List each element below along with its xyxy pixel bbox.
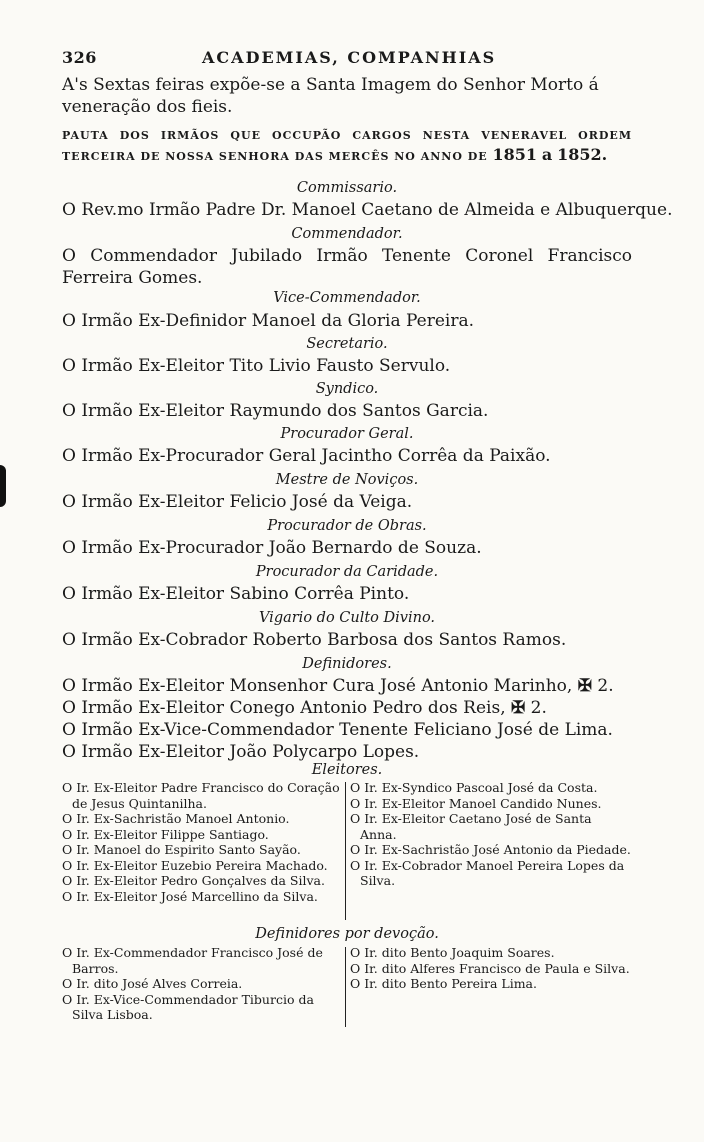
devocao-entry: O Ir. dito Bento Joaquim Soares. (350, 945, 555, 960)
office-holder: O Irmão Ex-Definidor Manoel da Gloria Pereira. (62, 311, 475, 331)
eleitor-entry: O Ir. Ex-Eleitor Euzebio Pereira Machado. (62, 857, 328, 873)
eleitor-entry: O Ir. Ex-Eleitor Caetano José de Santa Anna. (350, 811, 592, 842)
eleitor-entry: O Ir. Ex-Cobrador Manoel Pereira Lopes da Silva. (350, 857, 625, 888)
devocao-entry: O Ir. dito José Alves Correia. (62, 976, 243, 991)
office-holder: O Irmão Ex-Eleitor Sabino Corrêa Pinto. (62, 584, 410, 604)
column-divider (345, 782, 346, 920)
eleitores-right-column (350, 780, 632, 889)
eleitores-left-column (62, 780, 344, 904)
office-holder: O Irmão Ex-Procurador Geral Jacintho Corrêa da Paixão. (62, 446, 551, 466)
definidor-name: O Irmão Ex-Eleitor Monsenhor Cura José Antonio Marinho, (62, 676, 573, 696)
office-holder: O Irmão Ex-Eleitor Felicio José da Veiga. (62, 492, 413, 512)
intro-paragraph: A's Sextas feiras expõe-se a Santa Imagem do Senhor Morto á veneração dos fieis. (62, 75, 599, 117)
cross-icon: ✠ (511, 698, 526, 718)
eleitor-entry: O Ir. Manoel do Espirito Santo Sayão. (62, 842, 301, 857)
definidor-member (62, 719, 632, 741)
devocao-columns (62, 945, 632, 1025)
office-title: Secretario. (306, 336, 388, 352)
devocao-left-column (62, 945, 344, 1023)
eleitor-entry: O Ir. Ex-Eleitor Manoel Candido Nunes. (350, 795, 602, 811)
devocao-title: Definidores por devoção. (255, 926, 439, 942)
pauta-heading (62, 126, 632, 166)
pauta-heading-text: PAUTA DOS IRMÃOS QUE OCCUPÃO CARGOS NESTA VENERAVEL ORDEM TERCEIRA DE NOSSA SENHORA DAS MERCÊS NO ANNO DE (62, 129, 632, 163)
eleitor-entry: O Ir. Ex-Sachristão Manoel Antonio. (62, 811, 290, 826)
office-holder: O Irmão Ex-Eleitor Raymundo dos Santos Garcia. (62, 401, 489, 421)
pauta-year-end: 1852. (557, 145, 608, 164)
eleitor-entry: O Ir. Ex-Eleitor Filippe Santiago. (62, 826, 269, 842)
page-header (62, 48, 642, 72)
office-title: Commissario. (296, 180, 398, 196)
office-holder: O Irmão Ex-Cobrador Roberto Barbosa dos Santos Ramos. (62, 630, 567, 650)
pauta-year-start: 1851 (492, 145, 538, 164)
office-title: Vice-Commendador. (273, 290, 421, 306)
definidor-member (62, 697, 632, 719)
definidor-suffix: 2. (530, 698, 547, 718)
office-holder: O Rev.mo Irmão Padre Dr. Manoel Caetano de Almeida e Albuquerque. (62, 200, 673, 220)
definidor-name: O Irmão Ex-Eleitor Conego Antonio Pedro dos Reis, (62, 698, 506, 718)
eleitor-entry: O Ir. Ex-Eleitor José Marcellino da Silva. (62, 888, 318, 904)
devocao-entry: O Ir. dito Alferes Francisco de Paula e Silva. (350, 960, 630, 976)
office-title: Procurador Geral. (280, 426, 414, 442)
office-title: Mestre de Noviços. (275, 472, 419, 488)
office-title: Procurador da Caridade. (255, 564, 439, 580)
office-holder: O Irmão Ex-Procurador João Bernardo de Souza. (62, 538, 482, 558)
definidor-name: O Irmão Ex-Vice-Commendador Tenente Feliciano José de Lima. (62, 720, 613, 740)
eleitor-entry: O Ir. Ex-Eleitor Pedro Gonçalves da Silva. (62, 873, 325, 888)
page-number: 326 (62, 48, 97, 67)
definidor-member (62, 741, 632, 763)
definidor-member (62, 675, 632, 697)
eleitores-title: Eleitores. (311, 762, 383, 778)
page-edge-mark (0, 465, 6, 507)
devocao-entry: O Ir. Ex-Vice-Commendador Tiburcio da Silva Lisboa. (62, 991, 314, 1022)
cross-icon: ✠ (577, 676, 592, 696)
eleitor-entry: O Ir. Ex-Syndico Pascoal José da Costa. (350, 780, 598, 795)
column-divider (345, 947, 346, 1027)
pauta-connector: a (541, 145, 553, 164)
running-title: ACADEMIAS, COMPANHIAS (202, 48, 497, 67)
office-title: Vigario do Culto Divino. (258, 610, 436, 626)
definidor-suffix: 2. (597, 676, 614, 696)
office-title: Syndico. (315, 381, 379, 397)
office-title: Procurador de Obras. (267, 518, 427, 534)
office-holder: O Commendador Jubilado Irmão Tenente Coronel Francisco Ferreira Gomes. (62, 246, 632, 288)
devocao-entry: O Ir. Ex-Commendador Francisco José de Barros. (62, 945, 323, 976)
devocao-entry: O Ir. dito Bento Pereira Lima. (350, 976, 537, 991)
definidores-title: Definidores. (302, 656, 392, 672)
eleitor-entry: O Ir. Ex-Eleitor Padre Francisco do Coração de Jesus Quintanilha. (62, 780, 340, 811)
eleitores-columns (62, 780, 632, 922)
office-holder: O Irmão Ex-Eleitor Tito Livio Fausto Servulo. (62, 356, 451, 376)
devocao-right-column (350, 945, 632, 992)
definidor-name: O Irmão Ex-Eleitor João Polycarpo Lopes. (62, 742, 420, 762)
office-title: Commendador. (291, 226, 403, 242)
eleitor-entry: O Ir. Ex-Sachristão José Antonio da Piedade. (350, 842, 631, 857)
